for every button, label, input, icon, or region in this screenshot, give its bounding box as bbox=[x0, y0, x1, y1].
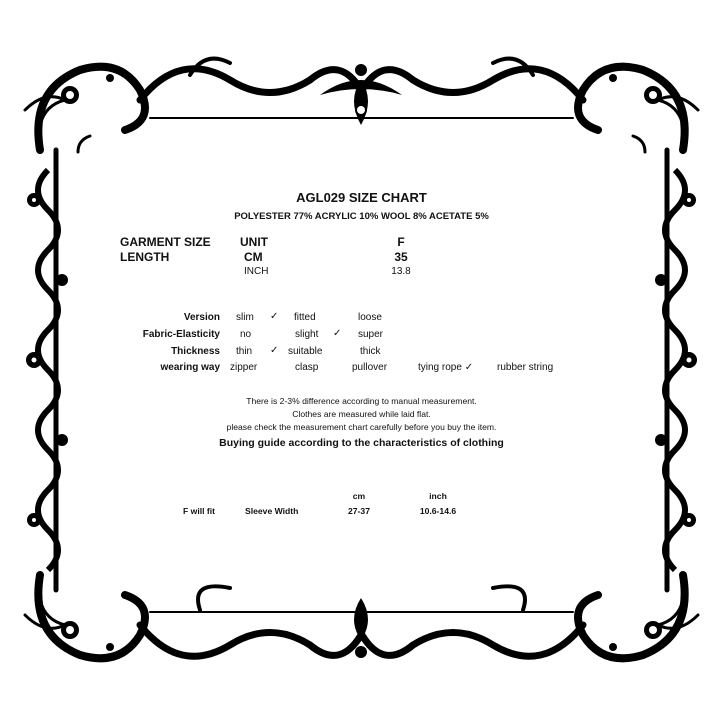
elasticity-option-super: super bbox=[358, 329, 384, 340]
wearing-option-tying-rope: tying rope ✓ bbox=[418, 362, 474, 373]
version-option-fitted: fitted bbox=[294, 312, 316, 323]
length-inch-value: 13.8 bbox=[391, 266, 411, 277]
thickness-option-thin: thin bbox=[236, 346, 253, 357]
length-cm-value: 35 bbox=[394, 250, 408, 264]
unit-cm: CM bbox=[244, 250, 263, 264]
unit-inch: INCH bbox=[244, 266, 269, 277]
elasticity-option-slight: slight bbox=[295, 329, 319, 340]
sleeve-width-cm: 27-37 bbox=[348, 506, 370, 516]
fit-label: F will fit bbox=[183, 506, 215, 516]
version-option-slim: slim bbox=[236, 312, 254, 323]
version-option-loose: loose bbox=[358, 312, 382, 323]
fit-header-cm: cm bbox=[352, 491, 366, 501]
note-difference: There is 2-3% difference according to manual measurement. bbox=[246, 396, 477, 406]
size-header: F bbox=[397, 235, 405, 249]
thickness-check-mark: ✓ bbox=[270, 345, 279, 356]
wearing-option-zipper: zipper bbox=[230, 362, 258, 373]
fabric-elasticity-label: Fabric-Elasticity bbox=[142, 329, 220, 340]
thickness-option-suitable: suitable bbox=[288, 346, 323, 357]
wearing-option-clasp: clasp bbox=[295, 362, 319, 373]
elasticity-check-mark: ✓ bbox=[333, 328, 342, 339]
material-composition: POLYESTER 77% ACRYLIC 10% WOOL 8% ACETATE 5% bbox=[234, 211, 489, 222]
elasticity-option-no: no bbox=[240, 329, 252, 340]
length-label: LENGTH bbox=[120, 250, 170, 264]
garment-size-label: GARMENT SIZE bbox=[120, 235, 211, 249]
note-check-chart: please check the measurement chart carefully before you buy the item. bbox=[226, 422, 497, 432]
chart-title: AGL029 SIZE CHART bbox=[296, 190, 427, 205]
version-label: Version bbox=[183, 312, 220, 323]
sleeve-width-label: Sleeve Width bbox=[245, 506, 299, 516]
thickness-label: Thickness bbox=[171, 346, 220, 357]
note-laid-flat: Clothes are measured while laid flat. bbox=[292, 409, 431, 419]
wearing-option-rubber-string: rubber string bbox=[497, 362, 554, 373]
buying-guide-heading: Buying guide according to the characteristics of clothing bbox=[219, 437, 504, 449]
unit-header: UNIT bbox=[240, 235, 268, 249]
wearing-way-label: wearing way bbox=[160, 362, 220, 373]
fit-header-inch: inch bbox=[429, 491, 447, 501]
thickness-option-thick: thick bbox=[360, 346, 381, 357]
sleeve-width-inch: 10.6-14.6 bbox=[419, 506, 457, 516]
wearing-option-pullover: pullover bbox=[352, 362, 388, 373]
version-check-mark: ✓ bbox=[270, 311, 279, 322]
